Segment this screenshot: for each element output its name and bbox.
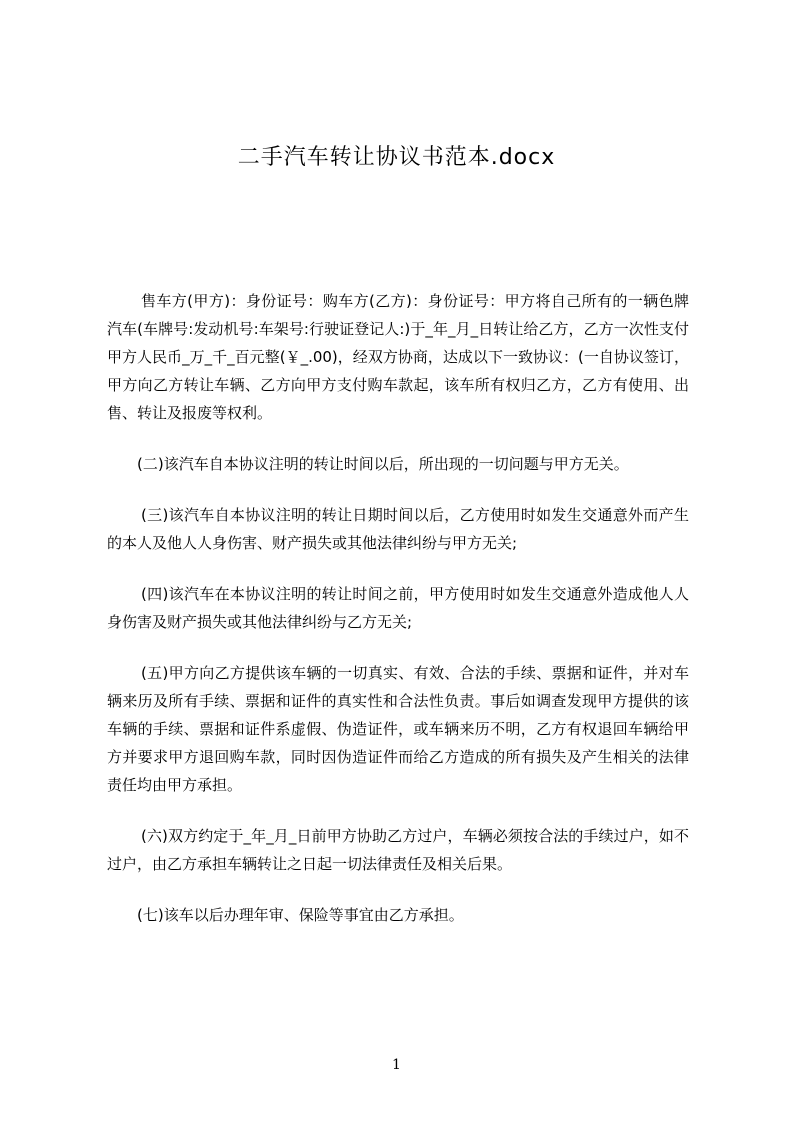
paragraph-clause-6: (六)双方约定于_年_月_日前甲方协助乙方过户，车辆必须按合法的手续过户，如不过户，由乙方承担车辆转让之日起一切法律责任及相关后果。 bbox=[107, 827, 689, 873]
paragraph-clause-5: (五)甲方向乙方提供该车辆的一切真实、有效、合法的手续、票据和证件，并对车辆来历及所有手续、票据和证件的真实性和合法性负责。事后如调查发现甲方提供的该车辆的手续、票据和证件系虚假、伪造证件，或车辆来历不明，乙方有权退回车辆给甲方并要求甲方退回购车款，同时因伪造证件而给乙方造成的所有损失及产生相关的法律责任均由甲方承担。 bbox=[107, 664, 689, 794]
document-body bbox=[107, 287, 689, 952]
paragraph-clause-2: (二)该汽车自本协议注明的转让时间以后，所出现的一切问题与甲方无关。 bbox=[137, 455, 629, 473]
document-title: 二手汽车转让协议书范本.docx bbox=[237, 145, 556, 170]
paragraph-clause-7: (七)该车以后办理年审、保险等事宜由乙方承担。 bbox=[137, 906, 464, 924]
page-number: 1 bbox=[392, 1057, 401, 1073]
paragraph-opening: 售车方(甲方)：身份证号：购车方(乙方)：身份证号：甲方将自己所有的一辆色牌汽车(车牌号:发动机号:车架号:行驶证登记人:)于_年_月_日转让给乙方，乙方一次性支付甲方人民币_万_千_百元整(￥_.00)，经双方协商，达成以下一致协议：(一自协议签订，甲方向乙方转让车辆、乙方向甲方支付购车款起，该车所有权归乙方，乙方有使用、出售、转让及报废等权利。 bbox=[107, 292, 689, 422]
paragraph-clause-4: (四)该汽车在本协议注明的转让时间之前，甲方使用时如发生交通意外造成他人人身伤害及财产损失或其他法律纠纷与乙方无关; bbox=[107, 585, 689, 631]
paragraph-clause-3: (三)该汽车自本协议注明的转让日期时间以后，乙方使用时如发生交通意外而产生的本人及他人人身伤害、财产损失或其他法律纠纷与甲方无关; bbox=[107, 506, 689, 552]
